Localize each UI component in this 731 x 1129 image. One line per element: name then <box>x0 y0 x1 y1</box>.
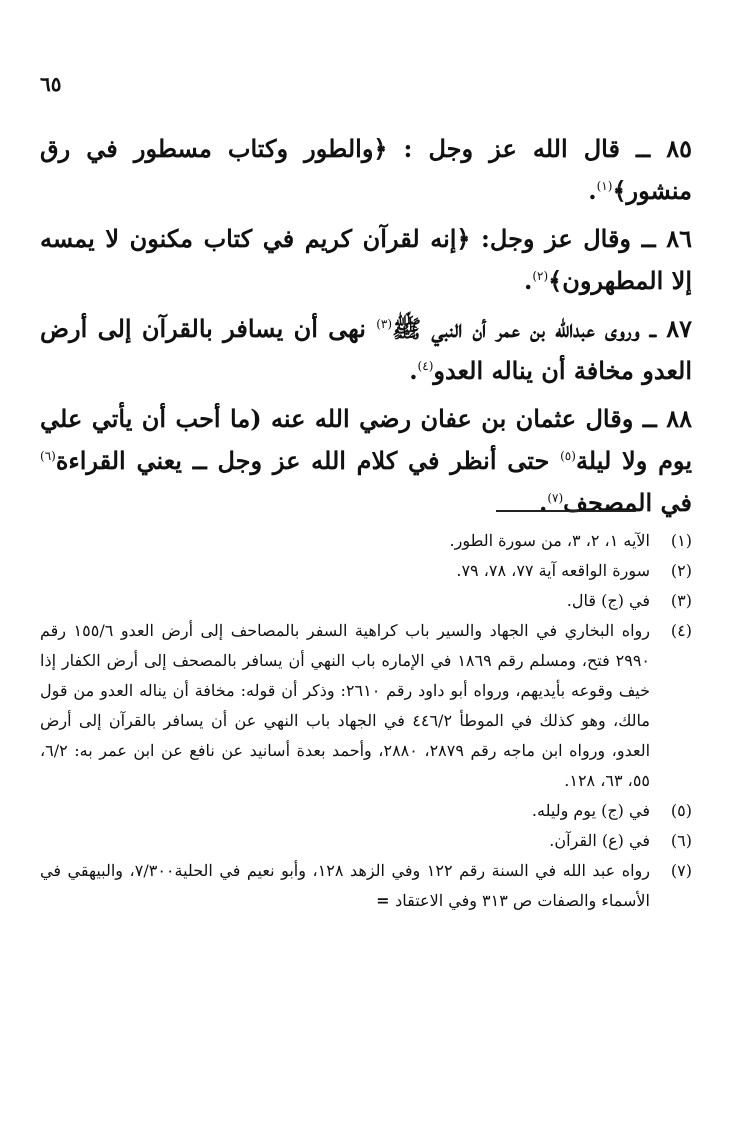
paragraph-number: ٨٦ <box>666 224 693 253</box>
footnote-text: سورة الواقعه آية ٧٧، ٧٨، ٧٩. <box>456 561 650 580</box>
paragraph-text: في المصحف <box>563 488 692 517</box>
paragraph-text: . <box>538 488 548 517</box>
paragraph-text: حتى أنظر في كلام الله عز وجل ــ يعني القراءة <box>55 446 550 475</box>
footnote-number: (٥) <box>670 801 692 820</box>
paragraph-text: ــ قال الله عز وجل : ﴿والطور وكتاب مسطور في رق منشور﴾ <box>40 134 692 205</box>
footnote-text: في (ج) قال. <box>566 591 650 610</box>
footnote-ref: (٦) <box>40 449 56 463</box>
footnote-3 <box>40 586 692 616</box>
footnote-ref: (٧) <box>547 491 564 505</box>
paragraph-85: ٨٥ ــ قال الله عز وجل : ﴿والطور وكتاب مسطور في رق منشور﴾$^{(١)}$. <box>40 134 692 205</box>
footnote-6 <box>40 826 692 856</box>
footnote-1 <box>40 526 692 556</box>
footnote-2 <box>40 556 692 586</box>
paragraph-number: ٨٧ <box>666 314 693 343</box>
footnote-ref: (٢) <box>532 269 549 283</box>
footnote-number: (٧) <box>670 861 692 880</box>
footnote-5 <box>40 796 692 826</box>
footnote-ref: (١) <box>596 179 613 193</box>
footnote-number: (٦) <box>670 831 692 850</box>
paragraph-text: ــ وروى عبدالله بن عمر أن النبي ﷺ <box>392 314 656 343</box>
footnote-7 <box>40 856 692 916</box>
paragraph-number: ٨٨ <box>666 404 693 433</box>
footnote-text: الآيه ١، ٢، ٣، من سورة الطور. <box>449 531 650 550</box>
paragraph-text: ــ وقال عز وجل: ﴿إنه لقرآن كريم في كتاب مكنون لا يمسه إلا المطهرون﴾ <box>40 224 692 295</box>
paragraph-text: نهى أن يسافر بالقرآن إلى أرض العدو مخافة أن يناله العدو <box>40 314 692 385</box>
main-text <box>40 128 692 530</box>
footnote-ref: (٥) <box>560 449 576 463</box>
paragraph-number: ٨٥ <box>666 134 692 163</box>
footnote-ref: (٤) <box>417 359 434 373</box>
footnote-number: (١) <box>670 531 692 550</box>
footnote-text: في (ع) القرآن. <box>549 831 650 850</box>
footnote-text: في (ج) يوم وليله. <box>531 801 650 820</box>
paragraph-text: ــ وقال عثمان بن عفان رضي الله عنه (ما أحب أن يأتي علي يوم ولا ليلة <box>40 404 693 475</box>
paragraph-88 <box>40 398 692 524</box>
footnote-number: (٤) <box>670 621 692 640</box>
footnote-number: (٣) <box>670 591 692 610</box>
footnote-4 <box>40 616 692 796</box>
footnote-separator <box>496 510 636 512</box>
footnote-text: رواه البخاري في الجهاد والسير باب كراهية السفر بالمصاحف إلى أرض العدو ١٥٥/٦ رقم ٢٩٩٠ فتح، ومسلم رقم ١٨٦٩ في الإماره باب النهي أن يسافر بالمصحف إلى أرض الكفار إذا خيف وقوعه بأيديهم، ورواه أبو داود رقم ٢٦١٠: وذكر أن قوله: مخافة أن يناله العدو من قول مالك، وهو كذلك في الموطأ ٤٤٦/٢ في الجهاد باب النهي عن أن يسافر بالقرآن إلى أرض العدو، ورواه ابن ماجه رقم ٢٨٧٩، ٢٨٨٠، وأحمد بعدة أسانيد عن نافع عن ابن عمر به: ٦/٢، ٥٥، ٦٣، ١٢٨. <box>40 621 651 790</box>
footnotes <box>40 526 692 916</box>
page-number: ٦٥ <box>40 72 62 96</box>
paragraph-86: ٨٦ ــ وقال عز وجل: ﴿إنه لقرآن كريم في كتاب مكنون لا يمسه إلا المطهرون﴾$^{(٢)}$. <box>40 224 693 295</box>
footnote-text: رواه عبد الله في السنة رقم ١٢٢ وفي الزهد ١٢٨، وأبو نعيم في الحلية٧/٣٠٠، والبيهقي في الأسماء والصفات ص ٣١٣ وفي الاعتقاد = <box>40 856 650 916</box>
paragraph-87: ٨٧ ــ وروى عبدالله بن عمر أن النبي ﷺ$^{(٣)}$ نهى أن يسافر بالقرآن إلى أرض العدو مخافة أن يناله العدو$^{(٤)}$. <box>40 314 693 385</box>
footnote-number: (٢) <box>670 561 692 580</box>
footnote-ref: (٣) <box>376 317 393 331</box>
